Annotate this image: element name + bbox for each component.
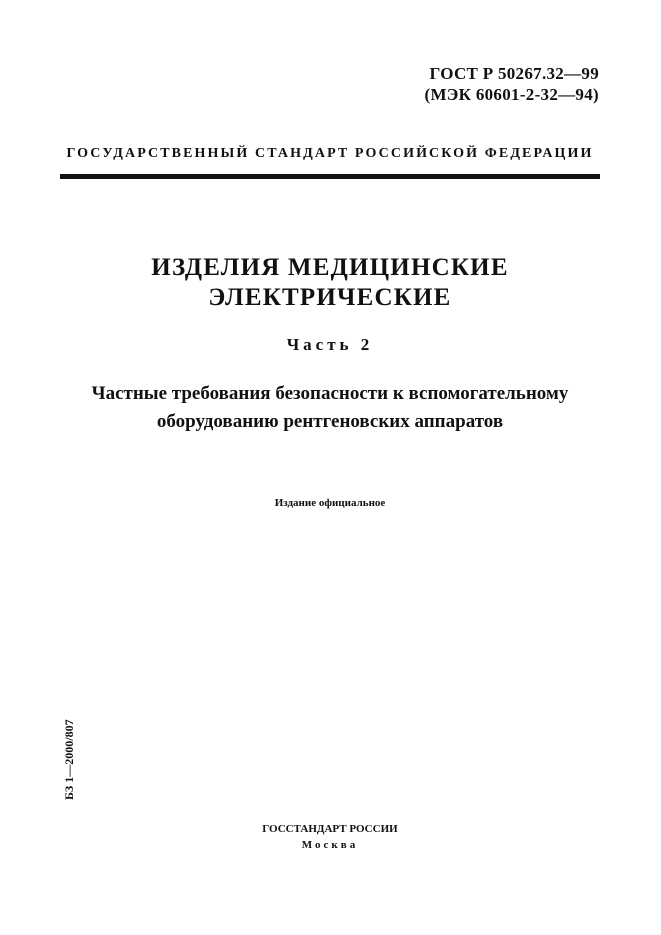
publisher-name: ГОССТАНДАРТ РОССИИ [262, 823, 398, 835]
subtitle-line-2: оборудованию рентгеновских аппаратов [156, 411, 504, 432]
subtitle-line-1: Частные требования безопасности к вспомогательному [91, 383, 569, 404]
edition-label: Издание официальное [274, 497, 386, 509]
header-rule [60, 174, 600, 179]
iec-code: (МЭК 60601-2-32—94) [424, 85, 599, 104]
publisher [60, 821, 600, 853]
part-label: Часть 2 [286, 335, 374, 354]
organization-header: ГОСУДАРСТВЕННЫЙ СТАНДАРТ РОССИЙСКОЙ ФЕДЕРАЦИИ [66, 146, 594, 161]
title-line-2: ЭЛЕКТРИЧЕСКИЕ [208, 284, 452, 311]
side-code: БЗ 1—2000/807 [62, 719, 76, 800]
publisher-city: Москва [301, 839, 359, 851]
standard-codes [425, 63, 600, 105]
document-subtitle [40, 380, 620, 436]
document-title [60, 253, 600, 313]
title-line-1: ИЗДЕЛИЯ МЕДИЦИНСКИЕ [151, 254, 509, 281]
standard-code: ГОСТ Р 50267.32—99 [429, 64, 599, 83]
